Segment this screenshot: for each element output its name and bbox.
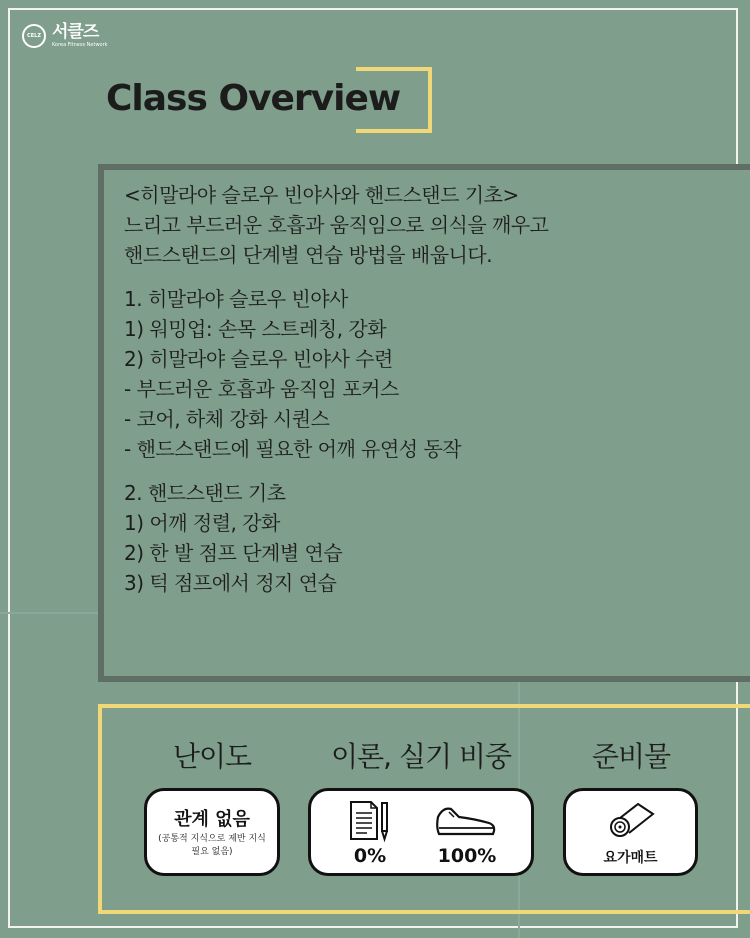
part2-line: 2) 한 발 점프 단계별 연습 — [124, 541, 343, 565]
difficulty-note — [147, 833, 277, 859]
document-pen-icon — [347, 799, 393, 843]
brand-name: 서클즈 — [52, 22, 99, 42]
ratio-title: 이론, 실기 비중 — [331, 740, 511, 773]
part1-line: - 코어, 하체 강화 시퀀스 — [124, 407, 330, 431]
yoga-mat-icon — [608, 799, 656, 841]
logo-text — [52, 24, 108, 48]
difficulty-note-line: 필요 없음) — [191, 847, 233, 857]
part1-line: - 부드러운 호흡과 움직임 포커스 — [124, 377, 399, 401]
intro-line: <히말라야 슬로우 빈야사와 핸드스탠드 기초> — [124, 183, 519, 207]
part1-line: - 핸드스탠드에 필요한 어깨 유연성 동작 — [124, 437, 462, 461]
brand-tagline: Korea Fitness Network — [52, 42, 108, 48]
ratio-card — [308, 788, 534, 876]
part1-line: 1. 히말라야 슬로우 빈야사 — [124, 287, 348, 311]
intro-line: 느리고 부드러운 호흡과 움직임으로 의식을 깨우고 — [124, 213, 549, 237]
content-text — [124, 180, 724, 598]
supplies-value: 요가매트 — [603, 850, 658, 866]
logo-mark: CELZ — [22, 24, 46, 48]
difficulty-note-line: (공통적 지식으로 제반 지식 — [158, 834, 266, 844]
part2-line: 1) 어깨 정렬, 강화 — [124, 511, 280, 535]
brand-logo — [22, 24, 108, 48]
difficulty-title: 난이도 — [172, 740, 252, 773]
part2-line: 3) 턱 점프에서 정지 연습 — [124, 571, 337, 595]
difficulty-card — [144, 788, 280, 876]
supplies-card — [563, 788, 698, 876]
practice-percent: 100% — [437, 845, 497, 867]
page-title: Class Overview — [106, 78, 401, 119]
theory-percent: 0% — [353, 845, 387, 867]
sneaker-icon — [435, 803, 497, 839]
part1-line: 2) 히말라야 슬로우 빈야사 수련 — [124, 347, 393, 371]
part1-line: 1) 워밍업: 손목 스트레칭, 강화 — [124, 317, 387, 341]
supplies-title: 준비물 — [591, 740, 671, 773]
difficulty-value: 관계 없음 — [174, 809, 250, 830]
part2-line: 2. 핸드스탠드 기초 — [124, 481, 286, 505]
intro-line: 핸드스탠드의 단계별 연습 방법을 배웁니다. — [124, 243, 493, 267]
